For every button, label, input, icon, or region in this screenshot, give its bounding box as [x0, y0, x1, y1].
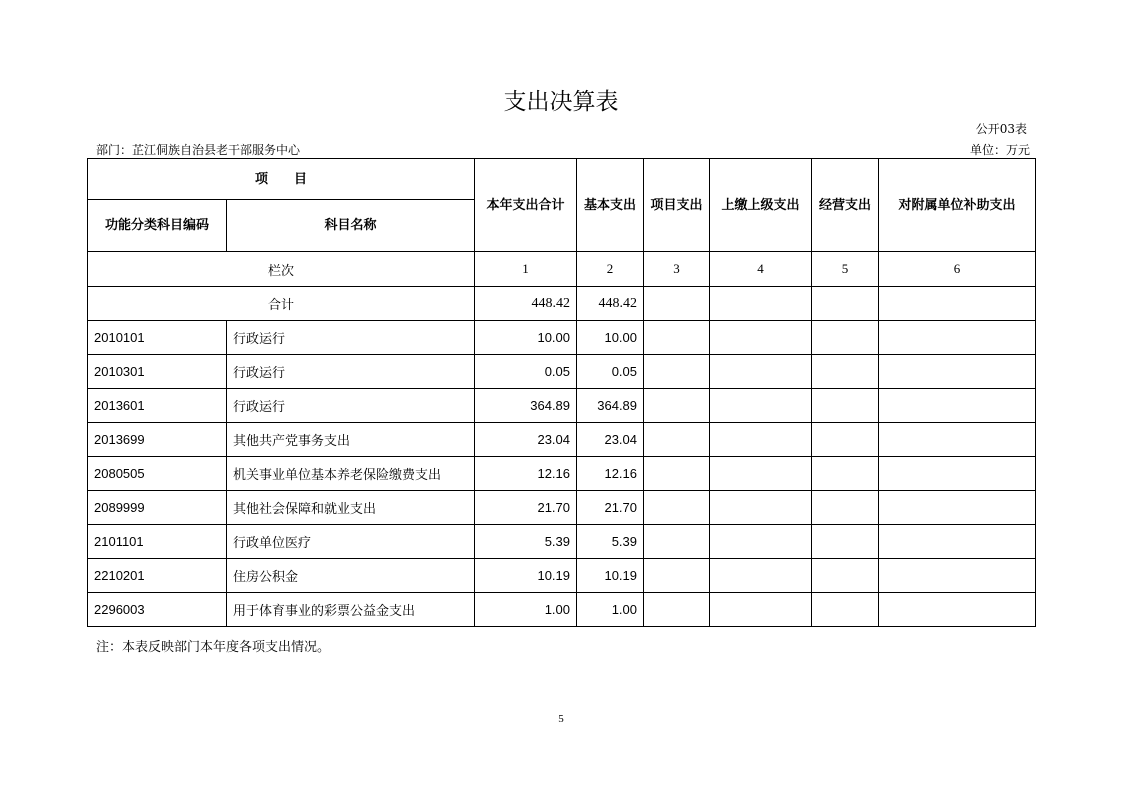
table-row: [88, 389, 1036, 423]
empty-cell: [879, 593, 1036, 627]
empty-cell: [812, 389, 879, 423]
empty-cell: [879, 559, 1036, 593]
empty-cell: [710, 525, 812, 559]
empty-cell: [644, 593, 710, 627]
total-amount: 448.42: [475, 287, 577, 321]
row-total-amount: 364.89: [475, 389, 577, 423]
header-basic: 基本支出: [577, 159, 644, 252]
page-number: 5: [558, 713, 564, 725]
subject-name: 住房公积金: [227, 559, 475, 593]
empty-cell: [710, 287, 812, 321]
header-item: 项 目: [88, 159, 475, 200]
empty-cell: [879, 423, 1036, 457]
empty-cell: [879, 355, 1036, 389]
empty-cell: [710, 593, 812, 627]
table-row: [88, 491, 1036, 525]
empty-cell: [710, 559, 812, 593]
empty-cell: [644, 559, 710, 593]
table-row: [88, 423, 1036, 457]
subject-name: 机关事业单位基本养老保险缴费支出: [227, 457, 475, 491]
empty-cell: [812, 525, 879, 559]
row-total-amount: 10.00: [475, 321, 577, 355]
empty-cell: [644, 321, 710, 355]
empty-cell: [644, 525, 710, 559]
row-basic-amount: 10.00: [577, 321, 644, 355]
header-project: 项目支出: [644, 159, 710, 252]
empty-cell: [879, 491, 1036, 525]
header-total: 本年支出合计: [475, 159, 577, 252]
unit-label: 单位：万元: [969, 143, 1030, 157]
table-row: [88, 457, 1036, 491]
row-total-amount: 5.39: [475, 525, 577, 559]
empty-cell: [879, 321, 1036, 355]
empty-cell: [879, 457, 1036, 491]
column-number: 6: [879, 252, 1036, 287]
subject-code: 2210201: [88, 559, 227, 593]
row-basic-amount: 5.39: [577, 525, 644, 559]
column-number: 2: [577, 252, 644, 287]
subject-code: 2010301: [88, 355, 227, 389]
subject-code: 2080505: [88, 457, 227, 491]
subject-code: 2089999: [88, 491, 227, 525]
column-number: 5: [812, 252, 879, 287]
subject-code: 2013601: [88, 389, 227, 423]
empty-cell: [812, 355, 879, 389]
empty-cell: [879, 287, 1036, 321]
department-label: 部门：芷江侗族自治县老干部服务中心: [96, 143, 301, 157]
empty-cell: [644, 389, 710, 423]
column-number: 3: [644, 252, 710, 287]
subject-code: 2013699: [88, 423, 227, 457]
total-row: [88, 287, 1036, 321]
row-total-amount: 10.19: [475, 559, 577, 593]
empty-cell: [710, 389, 812, 423]
table-row: [88, 525, 1036, 559]
subject-name: 用于体育事业的彩票公益金支出: [227, 593, 475, 627]
table-row: [88, 321, 1036, 355]
column-number: 4: [710, 252, 812, 287]
header-row-1: [88, 159, 1036, 200]
subject-name: 行政单位医疗: [227, 525, 475, 559]
subject-code: 2101101: [88, 525, 227, 559]
table-row: [88, 593, 1036, 627]
row-basic-amount: 1.00: [577, 593, 644, 627]
empty-cell: [644, 355, 710, 389]
subject-name: 其他社会保障和就业支出: [227, 491, 475, 525]
form-number: 公开03表: [975, 122, 1027, 136]
row-basic-amount: 12.16: [577, 457, 644, 491]
empty-cell: [710, 457, 812, 491]
table-row: [88, 355, 1036, 389]
header-name: 科目名称: [227, 200, 475, 252]
empty-cell: [812, 559, 879, 593]
empty-cell: [812, 423, 879, 457]
subject-name: 行政运行: [227, 355, 475, 389]
row-total-amount: 12.16: [475, 457, 577, 491]
empty-cell: [812, 457, 879, 491]
row-total-amount: 1.00: [475, 593, 577, 627]
row-total-amount: 23.04: [475, 423, 577, 457]
subject-name: 行政运行: [227, 389, 475, 423]
empty-cell: [710, 321, 812, 355]
empty-cell: [710, 423, 812, 457]
empty-cell: [879, 525, 1036, 559]
subject-code: 2296003: [88, 593, 227, 627]
column-number-row: [88, 252, 1036, 287]
row-total-amount: 21.70: [475, 491, 577, 525]
empty-cell: [644, 287, 710, 321]
table-row: [88, 559, 1036, 593]
subject-name: 其他共产党事务支出: [227, 423, 475, 457]
column-number: 1: [475, 252, 577, 287]
total-label: 合计: [88, 287, 475, 321]
total-basic-amount: 448.42: [577, 287, 644, 321]
header-subsidy: 对附属单位补助支出: [879, 159, 1036, 252]
subject-code: 2010101: [88, 321, 227, 355]
empty-cell: [879, 389, 1036, 423]
empty-cell: [812, 593, 879, 627]
page-title: 支出决算表: [503, 89, 619, 115]
empty-cell: [710, 355, 812, 389]
expenditure-table: [87, 158, 1036, 627]
footnote: 注：本表反映部门本年度各项支出情况。: [96, 640, 331, 655]
row-basic-amount: 0.05: [577, 355, 644, 389]
empty-cell: [812, 287, 879, 321]
column-number-label: 栏次: [88, 252, 475, 287]
empty-cell: [710, 491, 812, 525]
subject-name: 行政运行: [227, 321, 475, 355]
empty-cell: [644, 491, 710, 525]
header-upper: 上缴上级支出: [710, 159, 812, 252]
row-basic-amount: 10.19: [577, 559, 644, 593]
row-basic-amount: 23.04: [577, 423, 644, 457]
empty-cell: [812, 321, 879, 355]
row-basic-amount: 21.70: [577, 491, 644, 525]
empty-cell: [644, 457, 710, 491]
empty-cell: [644, 423, 710, 457]
row-total-amount: 0.05: [475, 355, 577, 389]
header-code: 功能分类科目编码: [88, 200, 227, 252]
header-business: 经营支出: [812, 159, 879, 252]
row-basic-amount: 364.89: [577, 389, 644, 423]
empty-cell: [812, 491, 879, 525]
